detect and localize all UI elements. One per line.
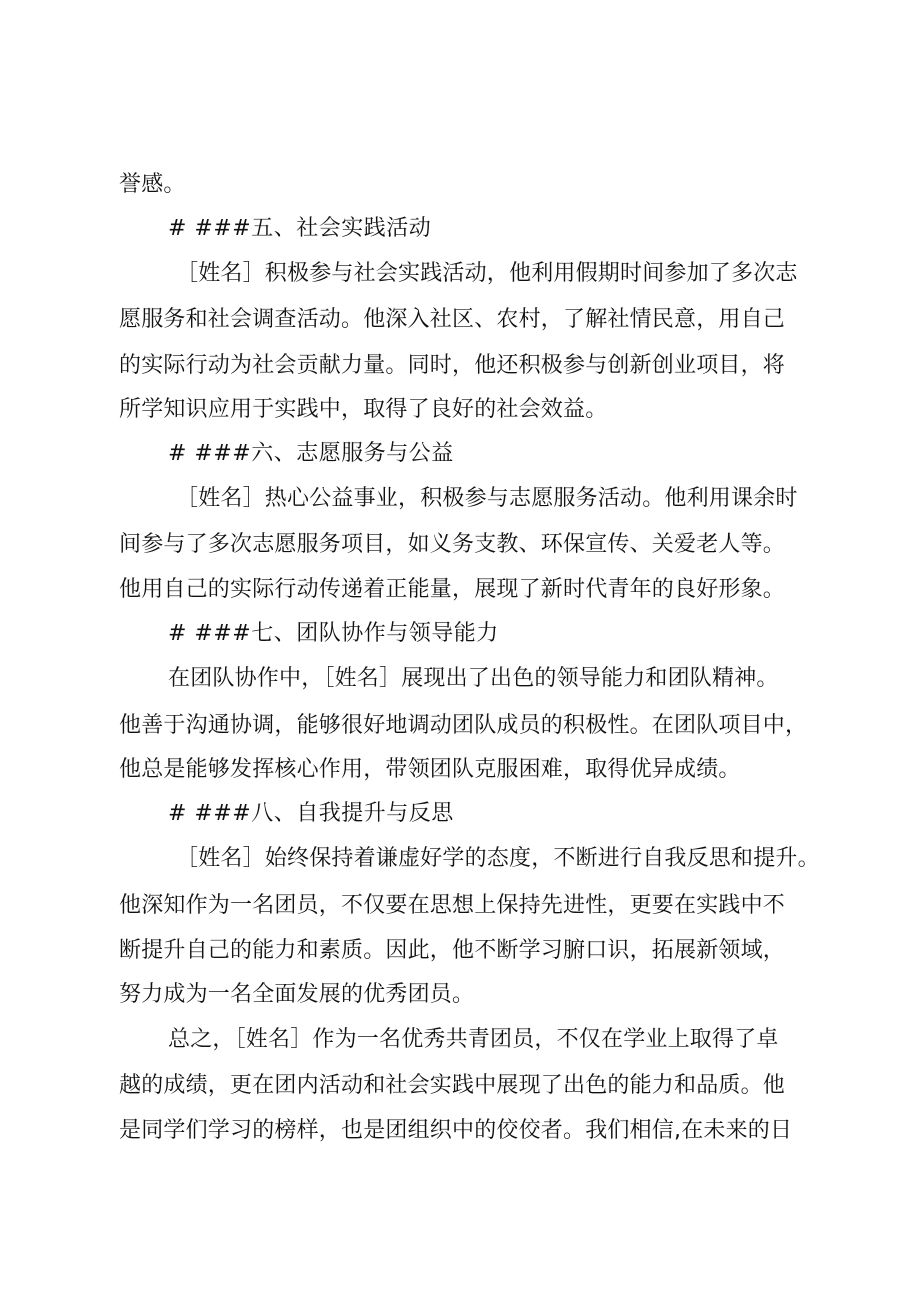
- text-line: 所学知识应用于实践中，取得了良好的社会效益。: [119, 397, 608, 422]
- text-line: 的实际行动为社会贡献力量。同时，他还积极参与创新创业项目，将: [119, 353, 786, 378]
- text-line: 愿服务和社会调查活动。他深入社区、农村，了解社情民意，用自己: [119, 307, 786, 332]
- text-line: 越的成绩，更在团内活动和社会实践中展现了出色的能力和品质。他: [119, 1073, 786, 1098]
- text-line: 他总是能够发挥核心作用，带领团队克服困难，取得优异成绩。: [119, 757, 741, 782]
- text-line: 努力成为一名全面发展的优秀团员。: [119, 982, 475, 1007]
- text-line: 总之，［姓名］作为一名优秀共青团员，不仅在学业上取得了卓: [168, 1027, 779, 1052]
- text-line: ［姓名］始终保持着谦虚好学的态度，不断进行自我反思和提升。: [176, 846, 820, 871]
- text-line: ［姓名］积极参与社会实践活动，他利用假期时间参加了多次志: [176, 261, 798, 286]
- text-line: 断提升自己的能力和素质。因此，他不断学习腑口识，拓展新领域，: [119, 938, 786, 963]
- text-line: 他善于沟通协调，能够很好地调动团队成员的积极性。在团队项目中，: [119, 713, 808, 738]
- section-heading-7: # ###七、团队协作与领导能力: [168, 621, 499, 646]
- section-heading-5: # ###五、社会实践活动: [168, 216, 432, 241]
- section-heading-8: # ###八、自我提升与反思: [168, 801, 454, 826]
- text-line: 誉感。: [119, 172, 186, 197]
- text-line: 他用自己的实际行动传递着正能量，展现了新时代青年的良好形象。: [119, 577, 786, 602]
- text-line: 在团队协作中，［姓名］展现出了出色的领导能力和团队精神。: [168, 666, 779, 691]
- text-line: ［姓名］热心公益事业，积极参与志愿服务活动。他利用课余时: [176, 486, 798, 511]
- text-line: 他深知作为一名团员，不仅要在思想上保持先进性，更要在实践中不: [119, 893, 786, 918]
- text-line: 是同学们学习的榜样，也是团组织中的佼佼者。我们相信,在未来的日: [119, 1118, 793, 1143]
- section-heading-6: # ###六、志愿服务与公益: [168, 441, 454, 466]
- text-line: 间参与了多次志愿服务项目，如义务支教、环保宣传、关爱老人等。: [119, 532, 786, 557]
